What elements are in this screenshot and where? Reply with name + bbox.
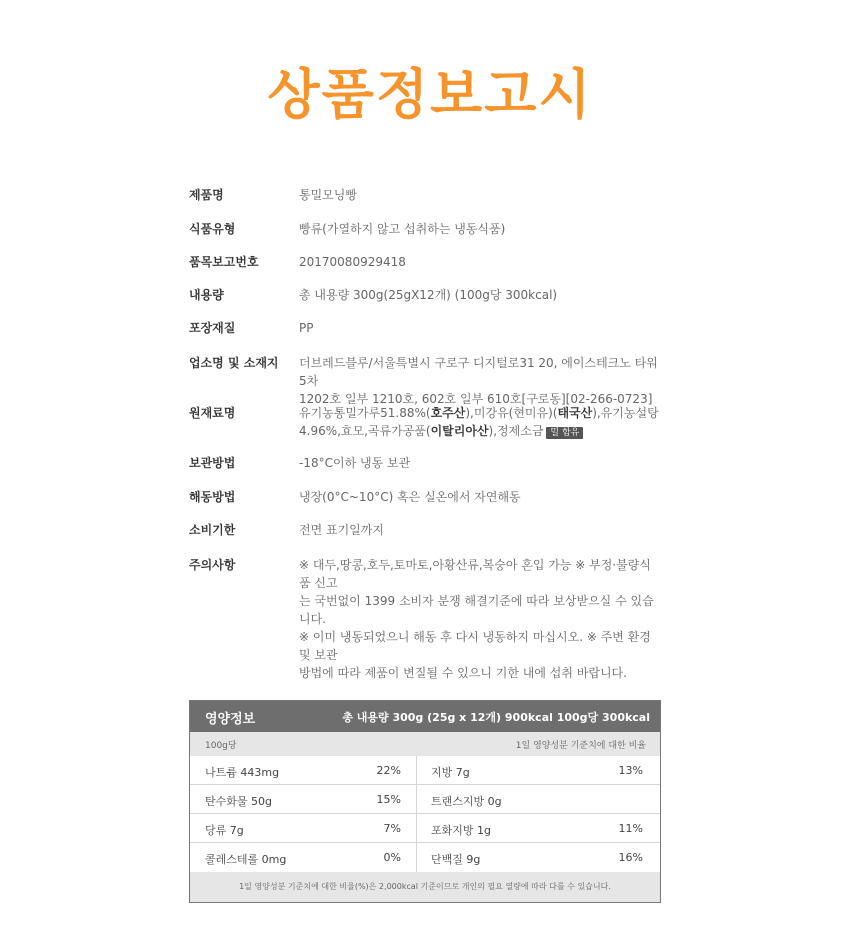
- info-value-line: ※ 이미 냉동되었으니 해동 후 다시 냉동하지 마십시오. ※ 주변 환경 및 보관: [299, 630, 651, 662]
- info-value: [299, 404, 659, 440]
- nutrition-subheader: [190, 732, 660, 756]
- info-value-line: 방법에 따라 제품이 변질될 수 있으니 기한 내에 섭취 바랍니다.: [299, 666, 627, 680]
- info-value: PP: [299, 321, 314, 335]
- info-value-line: 1202호 일부 1210호, 602호 일부 610호[구로동][02-266-0723]: [299, 392, 653, 406]
- info-value: 총 내용량 300g(25gX12개) (100g당 300kcal): [299, 288, 558, 302]
- allergen-badge: 밀 함유: [546, 427, 583, 439]
- info-label: 업소명 및 소재지: [189, 356, 279, 370]
- per-100g-label: 100g당: [205, 741, 237, 751]
- nutrition-title: 영양정보: [205, 712, 256, 727]
- nutrient-cell: 당류 7g 7%: [190, 814, 417, 843]
- nutrient-cell: 포화지방 1g 11%: [417, 814, 660, 843]
- nutrition-facts-table: [189, 700, 661, 903]
- nutrient-cell: 단백질 9g 16%: [431, 851, 643, 866]
- nutrition-header: [190, 701, 660, 732]
- nutrient-cell: 탄수화물 50g 15%: [190, 785, 417, 814]
- info-value-line: 더브레드블루/서울특별시 구로구 디지털로31 20, 에이스테크노 타워 5차: [299, 356, 658, 388]
- info-label: 주의사항: [189, 558, 236, 572]
- info-label: 포장재질: [189, 321, 236, 335]
- info-label: 품목보고번호: [189, 255, 259, 269]
- nutrient-cell: 트랜스지방 0g: [417, 785, 660, 814]
- info-label: 보관방법: [189, 456, 236, 470]
- nutrient-cell: 지방 7g 13%: [417, 756, 660, 785]
- nutrition-footnote: 1일 영양성분 기준치에 대한 비율(%)은 2,000kcal 기준이므로 개인의 필요 열량에 따라 다를 수 있습니다.: [190, 872, 660, 902]
- info-label: 내용량: [189, 288, 224, 302]
- info-value: 빵류(가열하지 않고 섭취하는 냉동식품): [299, 222, 506, 236]
- origin-highlight: 이탈리아산: [430, 424, 489, 438]
- nutrition-summary: 총 내용량 300g (25g x 12개) 900kcal 100g당 300kcal: [342, 711, 650, 724]
- nutrient-cell: 콜레스테롤 0mg 0%: [190, 843, 417, 872]
- info-value-line: ※ 대두,땅콩,호두,토마토,아황산류,복숭아 혼입 가능 ※ 부정·불량식품 신고: [299, 558, 651, 590]
- info-value: 통밀모닝빵: [299, 188, 357, 202]
- info-label: 식품유형: [189, 222, 236, 236]
- info-label: 소비기한: [189, 523, 236, 537]
- page-title: 상품정보고시: [267, 63, 593, 126]
- origin-highlight: 태국산: [557, 406, 593, 420]
- info-value: -18°C이하 냉동 보관: [299, 456, 411, 470]
- info-value: 20170080929418: [299, 255, 406, 269]
- info-value-line: 는 국번없이 1399 소비자 분쟁 해결기준에 따라 보상받으실 수 있습니다.: [299, 594, 654, 626]
- daily-value-label: 1일 영양성분 기준치에 대한 비율: [515, 741, 646, 751]
- info-label: 해동방법: [189, 490, 236, 504]
- info-value: [299, 354, 659, 408]
- info-value-line: 4.96%,효모,곡류가공품(이탈리아산),정제소금 밀 함유: [299, 422, 659, 440]
- info-value: 냉장(0°C~10°C) 혹은 실온에서 자연해동: [299, 490, 521, 504]
- info-value: 전면 표기일까지: [299, 523, 384, 537]
- info-value: [299, 556, 659, 682]
- nutrient-cell: 나트륨 443mg 22%: [190, 756, 417, 785]
- origin-highlight: 호주산: [430, 406, 466, 420]
- info-label: 제품명: [189, 188, 224, 202]
- info-value-line: 유기농통밀가루51.88%(호주산),미강유(현미유)(태국산),유기농설탕: [299, 406, 659, 420]
- info-label: 원재료명: [189, 406, 236, 420]
